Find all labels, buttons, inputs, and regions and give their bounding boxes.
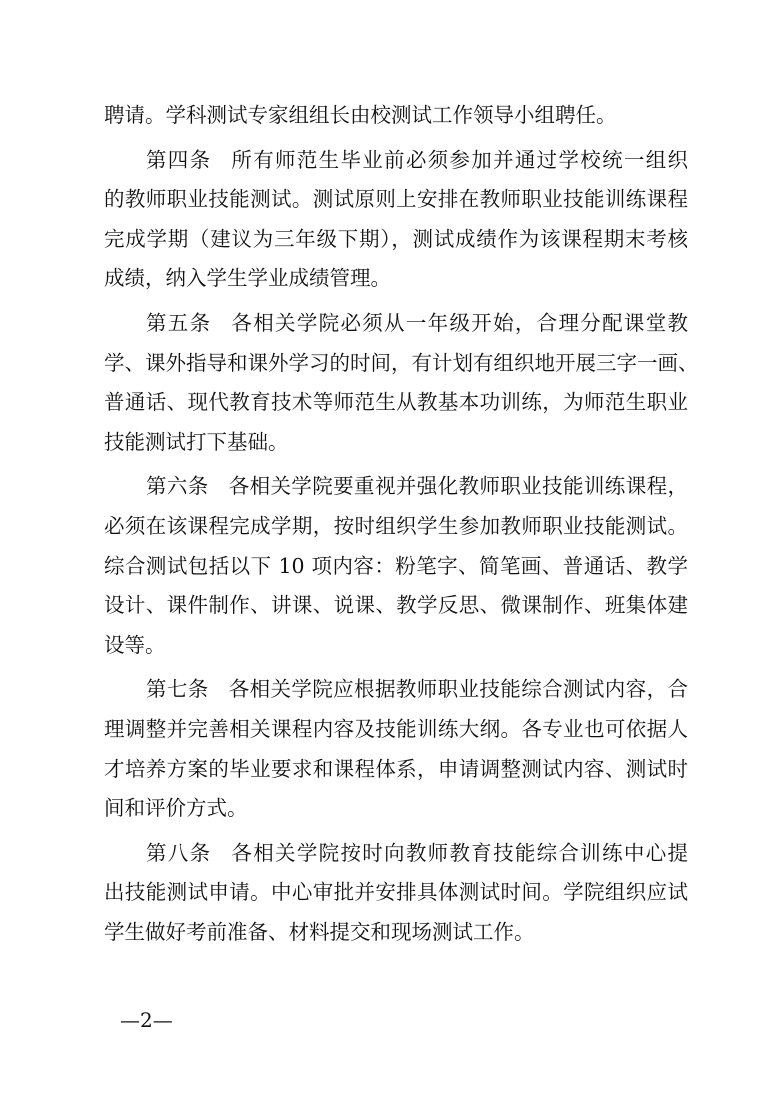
article-6-line-2: 必须在该课程完成学期，按时组织学生参加教师职业技能测试。	[104, 513, 688, 538]
article-8-line-2: 出技能测试申请。中心审批并安排具体测试时间。学院组织应试	[104, 880, 688, 905]
article-7-line-1	[104, 670, 688, 710]
article-4-line-2: 的教师职业技能测试。测试原则上安排在教师职业技能训练课程	[104, 187, 688, 212]
article-5-line-2: 学、课外指导和课外学习的时间，有计划有组织地开展三字一画、	[104, 350, 699, 375]
article-5-line-1	[104, 304, 688, 344]
article-5-text-1: 各相关学院必须从一年级开始，合理分配课堂教	[231, 310, 689, 335]
article-4	[104, 141, 688, 299]
continuation-paragraph	[104, 96, 688, 136]
article-5-line-3: 普通话、现代教育技术等师范生从教基本功训练，为师范生职业	[104, 390, 688, 415]
article-7	[104, 670, 688, 828]
article-8-line-3: 学生做好考前准备、材料提交和现场测试工作。	[104, 919, 535, 944]
article-6-line-3: 综合测试包括以下 10 项内容：粉笔字、简笔画、普通话、教学	[104, 553, 688, 578]
article-4-line-1	[104, 141, 688, 181]
continuation-line: 聘请。学科测试专家组组长由校测试工作领导小组聘任。	[104, 103, 617, 127]
article-6-line-5: 设等。	[104, 632, 166, 657]
article-8-line-1	[104, 834, 688, 874]
article-8-text-1: 各相关学院按时向教师教育技能综合训练中心提	[231, 840, 689, 865]
article-6-line-4: 设计、课件制作、讲课、说课、教学反思、微课制作、班集体建	[104, 593, 688, 618]
article-4-label: 第四条	[146, 147, 212, 172]
article-7-line-2: 理调整并完善相关课程内容及技能训练大纲。各专业也可依据人	[104, 716, 688, 741]
page-number: —2—	[120, 1008, 173, 1032]
article-6-text-1: 各相关学院要重视并强化教师职业技能训练课程，	[228, 474, 688, 499]
article-5	[104, 304, 699, 462]
article-7-line-4: 间和评价方式。	[104, 796, 248, 821]
article-6-line-1	[104, 467, 688, 507]
article-6	[104, 467, 688, 665]
article-4-line-4: 成绩，纳入学生学业成绩管理。	[104, 266, 391, 291]
article-8-label: 第八条	[146, 840, 212, 865]
article-7-line-3: 才培养方案的毕业要求和课程体系，申请调整测试内容、测试时	[104, 756, 688, 781]
article-4-line-3: 完成学期（建议为三年级下期），测试成绩作为该课程期末考核	[104, 226, 688, 251]
article-4-text-1: 所有师范生毕业前必须参加并通过学校统一组织	[231, 147, 689, 172]
article-6-label: 第六条	[146, 474, 209, 499]
article-7-label: 第七条	[146, 677, 209, 702]
article-8	[104, 834, 688, 953]
article-5-line-4: 技能测试打下基础。	[104, 429, 289, 454]
document-body	[104, 96, 699, 957]
article-7-text-1: 各相关学院应根据教师职业技能综合测试内容，合	[228, 677, 688, 702]
article-5-label: 第五条	[146, 310, 212, 335]
